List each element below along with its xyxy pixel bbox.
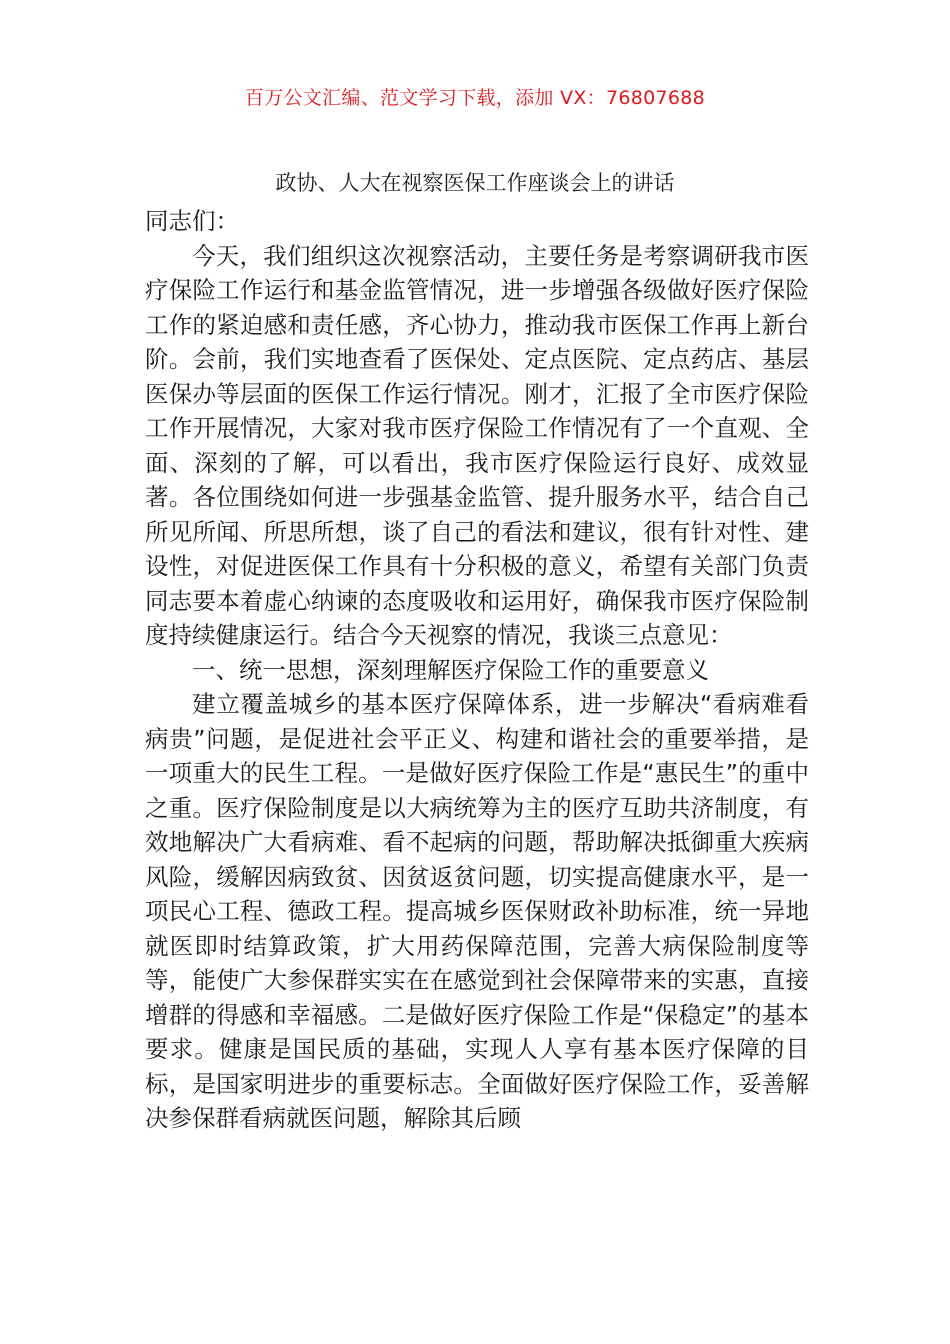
header-banner: 百万公文汇编、范文学习下载，添加 VX：76807688 — [244, 87, 706, 109]
salutation: 同志们： — [145, 207, 239, 235]
document-title: 政协、人大在视察医保工作座谈会上的讲话 — [275, 171, 675, 195]
section-heading-1: 一、统一思想，深刻理解医疗保险工作的重要意义 — [192, 655, 709, 684]
paragraph-section-1: 建立覆盖城乡的基本医疗保障体系，进一步解决“看病难看病贵”问题，是促进社会平正义、构建和谐社会的重要举措，是一项重大的民生工程。一是做好医疗保险工作是“惠民生”的重中之重。医疗保险制度是以大病统筹为主的医疗互助共济制度，有效地解决广大看病难、看不起病的问题，帮助解决抵御重大疾病风险，缓解因病致贫、因贫返贫问题，切实提高健康水平，是一项民心工程、德政工程。提高城乡医保财政补助标准，统一异地就医即时结算政策，扩大用药保障范围，完善大病保险制度等等，能使广大参保群实实在在感觉到社会保障带来的实惠，直接增群的得感和幸福感。二是做好医疗保险工作是“保稳定”的基本要求。健康是国民质的基础，实现人人享有基本医疗保障的目标，是国家明进步的重要标志。全面做好医疗保险工作，妥善解决参保群看病就医问题，解除其后顾 — [145, 690, 809, 1132]
document-body — [145, 204, 809, 1136]
paragraph-intro: 今天，我们组织这次视察活动，主要任务是考察调研我市医疗保险工作运行和基金监管情况，进一步增强各级做好医疗保险工作的紧迫感和责任感，齐心协力，推动我市医保工作再上新台阶。会前，我们实地查看了医保处、定点医院、定点药店、基层医保办等层面的医保工作运行情况。刚才，汇报了全市医疗保险工作开展情况，大家对我市医疗保险工作情况有了一个直观、全面、深刻的了解，可以看出，我市医疗保险运行良好、成效显著。各位围绕如何进一步强基金监管、提升服务水平，结合自己所见所闻、所思所想，谈了自己的看法和建议，很有针对性、建设性，对促进医保工作具有十分积极的意义，希望有关部门负责同志要本着虚心纳谏的态度吸收和运用好，确保我市医疗保险制度持续健康运行。结合今天视察的情况，我谈三点意见： — [145, 241, 809, 649]
